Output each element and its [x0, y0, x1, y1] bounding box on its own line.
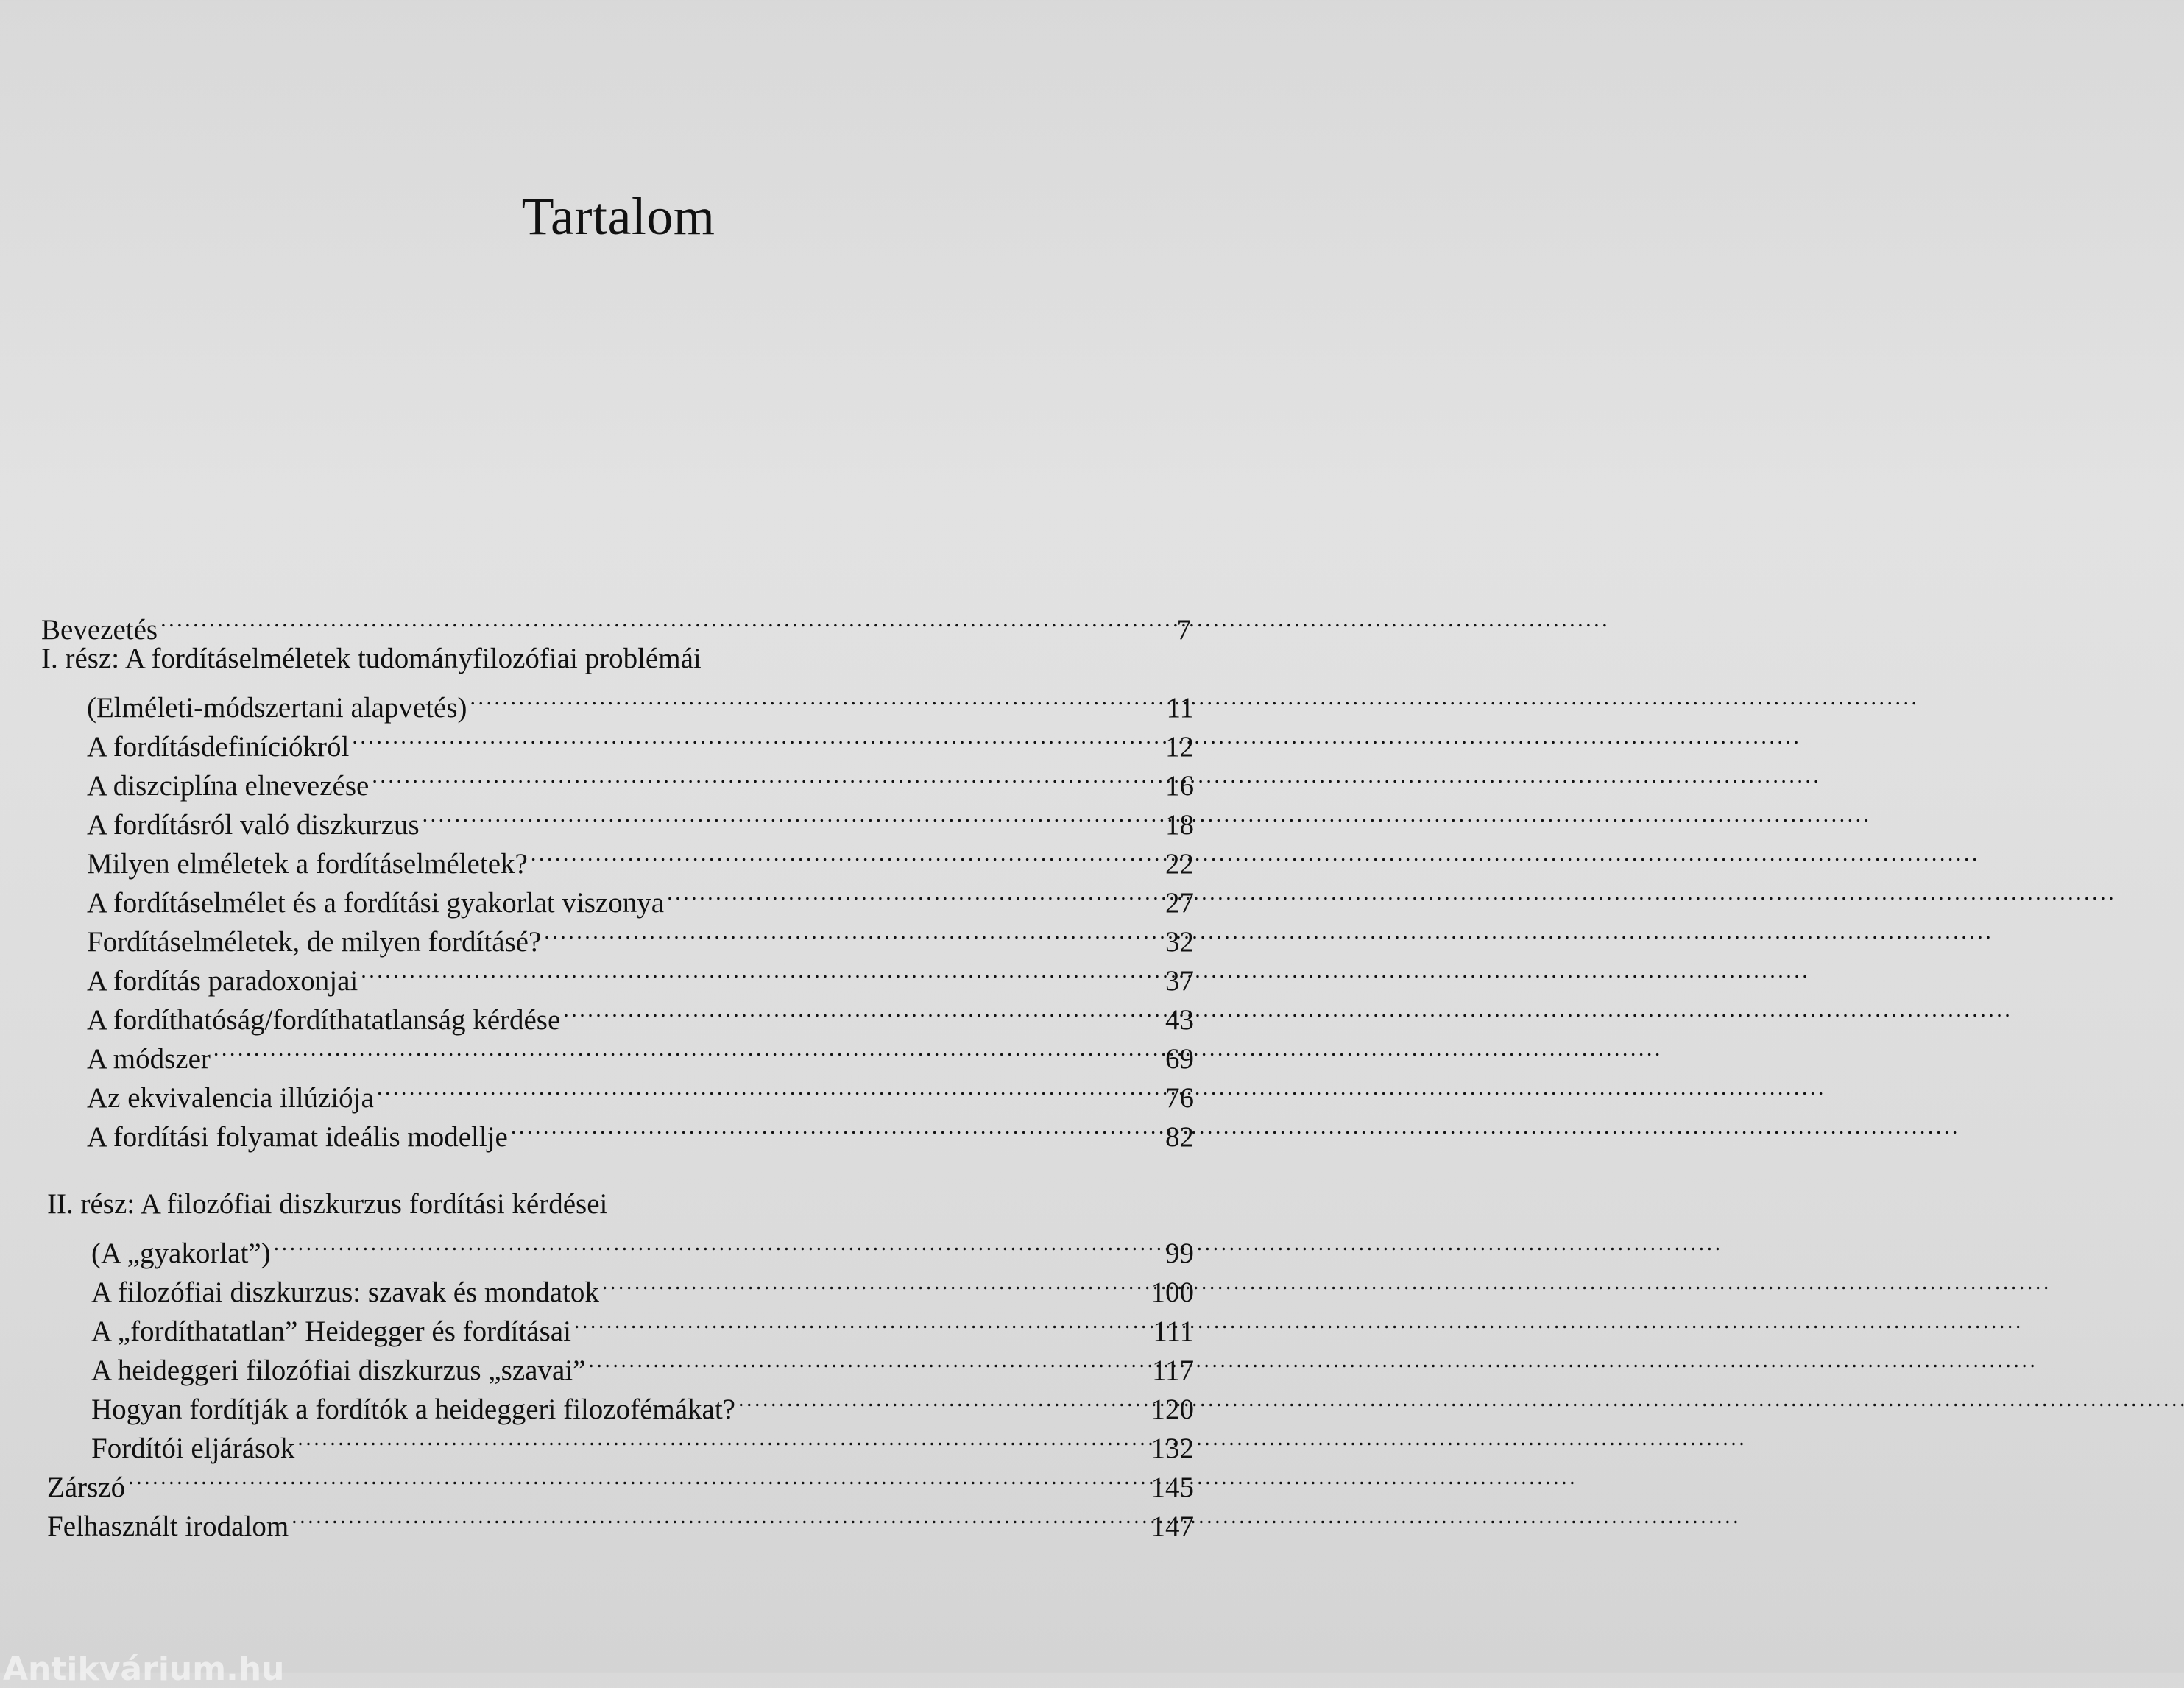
dot-leader	[372, 756, 1154, 795]
toc-label: A módszer	[87, 1043, 211, 1075]
toc-label: Zárszó	[47, 1472, 126, 1503]
toc-label: A diszciplína elnevezése	[87, 770, 370, 802]
toc-label: A fordíthatóság/fordíthatatlanság kérdése	[87, 1004, 561, 1036]
dot-leader	[563, 990, 1154, 1029]
dot-leader	[352, 717, 1154, 756]
toc-page-number: 145	[1151, 1472, 1194, 1503]
toc-page-number: 117	[1151, 1355, 1194, 1386]
toc-part-2-heading	[47, 1184, 1194, 1223]
dot-leader	[531, 834, 1154, 873]
toc-page-number: 147	[1151, 1511, 1194, 1542]
toc-page-number: 16	[1165, 770, 1194, 802]
toc-entry	[91, 1223, 1194, 1269]
toc-entry-irodalom	[47, 1497, 1194, 1542]
dot-leader	[128, 1458, 1140, 1497]
toc-heading-label: II. rész: A filozófiai diszkurzus fordítási kérdései	[47, 1188, 608, 1220]
toc-label: (Elméleti-módszertani alapvetés)	[87, 692, 467, 724]
toc-label: A fordítás paradoxonjai	[87, 965, 358, 997]
toc-label: A „fordíthatatlan” Heidegger és fordításai	[91, 1316, 571, 1347]
dot-leader	[544, 912, 1154, 951]
dot-leader	[160, 600, 1151, 639]
toc-page-number: 18	[1165, 809, 1194, 841]
dot-leader	[274, 1223, 1154, 1263]
toc-entry-bevezetes	[41, 600, 1191, 646]
toc-label: A fordításról való diszkurzus	[87, 809, 420, 841]
toc-label: A heideggeri filozófiai diszkurzus „szavai”	[91, 1355, 586, 1386]
toc-label: Felhasznált irodalom	[47, 1511, 289, 1542]
table-of-contents	[0, 600, 1254, 1542]
toc-entry	[87, 1068, 1194, 1114]
toc-label: A fordítási folyamat ideális modellje	[87, 1121, 508, 1153]
toc-page-number: 32	[1165, 926, 1194, 958]
toc-label: Bevezetés	[41, 614, 158, 646]
toc-part-1-heading	[41, 639, 1191, 678]
toc-page-number: 7	[1176, 614, 1191, 646]
toc-page-number: 11	[1166, 692, 1194, 724]
page-title: Tartalom	[521, 187, 715, 247]
toc-page-number: 99	[1165, 1237, 1194, 1269]
toc-page-number: 120	[1151, 1394, 1194, 1425]
dot-leader	[377, 1068, 1154, 1107]
dot-leader	[423, 795, 1154, 834]
toc-page-number: 27	[1165, 887, 1194, 919]
toc-page-number: 111	[1153, 1316, 1194, 1347]
toc-page-number: 43	[1165, 1004, 1194, 1036]
toc-page-number: 132	[1151, 1433, 1194, 1464]
dot-leader	[574, 1302, 1142, 1341]
dot-leader	[738, 1380, 1141, 1419]
dot-leader	[602, 1263, 1141, 1302]
toc-label: A fordításdefiníciókról	[87, 731, 350, 763]
toc-page-number: 100	[1151, 1276, 1194, 1308]
watermark: Antikvárium.hu	[3, 1650, 285, 1688]
toc-page-number: 12	[1165, 731, 1194, 763]
dot-leader	[667, 873, 1154, 912]
toc-page-number: 76	[1165, 1082, 1194, 1114]
toc-label: Hogyan fordítják a fordítók a heideggeri filozofémákat?	[91, 1394, 735, 1425]
toc-entry	[87, 1029, 1194, 1075]
toc-label: Milyen elméletek a fordításelméletek?	[87, 848, 528, 880]
toc-label: A filozófiai diszkurzus: szavak és mondatok	[91, 1276, 599, 1308]
toc-label: A fordításelmélet és a fordítási gyakorlat viszonya	[87, 887, 665, 919]
toc-entry	[87, 678, 1194, 724]
dot-leader	[297, 1419, 1140, 1458]
toc-page-number: 22	[1165, 848, 1194, 880]
dot-leader	[511, 1107, 1154, 1146]
toc-label: Az ekvivalencia illúziója	[87, 1082, 374, 1114]
toc-label: Fordítói eljárások	[91, 1433, 295, 1464]
dot-leader	[291, 1497, 1140, 1536]
toc-heading-label: I. rész: A fordításelméletek tudományfilozófiai problémái	[41, 643, 702, 674]
toc-page-number: 82	[1165, 1121, 1194, 1153]
toc-entry-zarszo	[47, 1458, 1194, 1503]
dot-leader	[588, 1341, 1142, 1380]
toc-label: (A „gyakorlat”)	[91, 1237, 271, 1269]
dot-leader	[213, 1029, 1154, 1068]
dot-leader	[361, 951, 1154, 990]
toc-page-number: 37	[1165, 965, 1194, 997]
toc-page-number: 69	[1165, 1043, 1194, 1075]
toc-label: Fordításelméletek, de milyen fordításé?	[87, 926, 542, 958]
dot-leader	[470, 678, 1154, 717]
